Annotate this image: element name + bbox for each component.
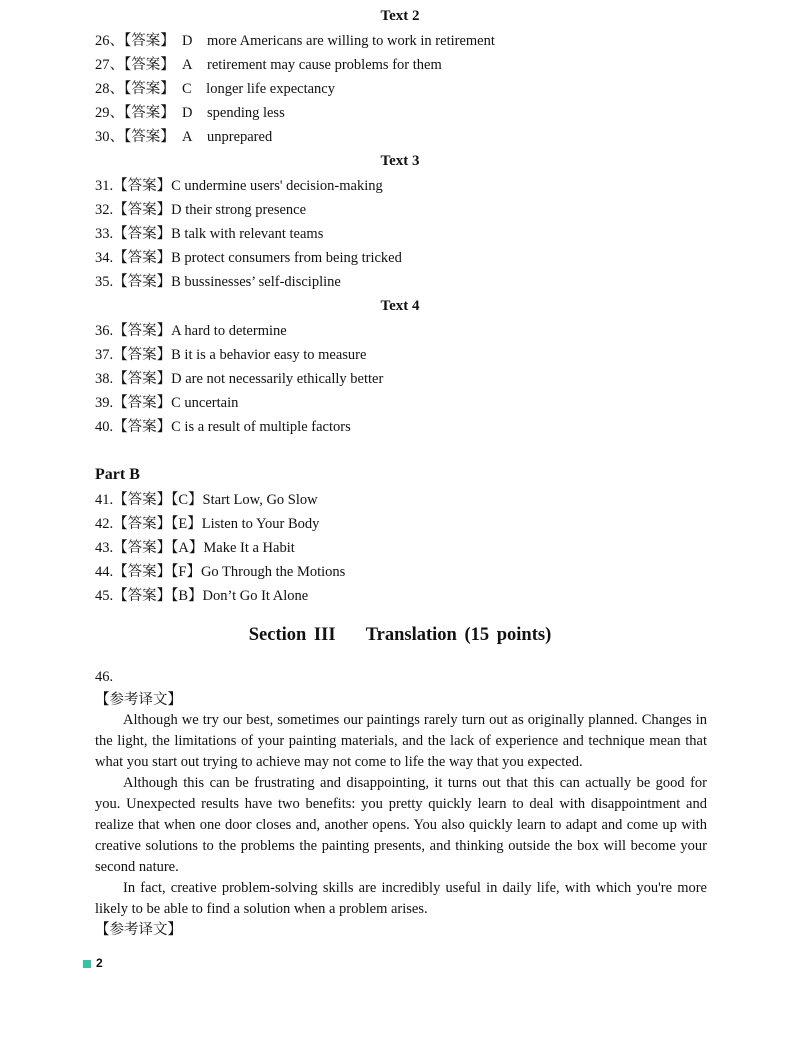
answer-line-36: 36.【答案】A hard to determine bbox=[95, 323, 287, 339]
answer-line-44: 44.【答案】【F】Go Through the Motions bbox=[95, 564, 346, 580]
translation-paragraph-2: Although this can be frustrating and disappointing, it turns out that this can actually be good for you. Unexpected results have two benefits: you pretty quickly learn to deal with disappointment and realize that when one door closes and, another opens. You also quickly learn to adapt and come up with creative solutions to the problems the painting presents, and thinking outside the box will become your second nature. bbox=[95, 775, 707, 875]
translation-body bbox=[95, 710, 707, 920]
reference-translation-label: 【参考译文】 bbox=[95, 692, 182, 708]
answer-line-45: 45.【答案】【B】Don’t Go It Alone bbox=[95, 588, 309, 604]
answer-line-39: 39.【答案】C uncertain bbox=[95, 395, 239, 411]
answer-line-41: 41.【答案】【C】Start Low, Go Slow bbox=[95, 492, 318, 508]
translation-paragraph-1: Although we try our best, sometimes our paintings rarely turn out as originally planned. Changes in the light, the limitations of your painting materials, and the lack of experience and technique mean that what you start out trying to achieve may not come to life the way that you expected. bbox=[95, 712, 707, 770]
answer-line-31: 31.【答案】C undermine users' decision-making bbox=[95, 178, 383, 194]
answer-line-40: 40.【答案】C is a result of multiple factors bbox=[95, 419, 351, 435]
text4-heading: Text 4 bbox=[380, 298, 420, 314]
answer-line-38: 38.【答案】D are not necessarily ethically better bbox=[95, 371, 384, 387]
answer-line-29: 29、【答案】 D spending less bbox=[95, 105, 285, 121]
answer-line-27: 27、【答案】 A retirement may cause problems for them bbox=[95, 57, 442, 73]
answer-line-35: 35.【答案】B bussinesses’ self-discipline bbox=[95, 274, 341, 290]
page-number: 2 bbox=[96, 956, 103, 970]
answer-line-30: 30、【答案】 A unprepared bbox=[95, 129, 273, 145]
section-3-title: Section III Translation (15 points) bbox=[248, 625, 552, 645]
answer-line-28: 28、【答案】 C longer life expectancy bbox=[95, 81, 335, 97]
text3-heading: Text 3 bbox=[380, 153, 420, 169]
answer-line-42: 42.【答案】【E】Listen to Your Body bbox=[95, 516, 320, 532]
answer-line-26: 26、【答案】 D more Americans are willing to work in retirement bbox=[95, 33, 495, 49]
question-46-number: 46. bbox=[95, 669, 114, 685]
text2-heading: Text 2 bbox=[380, 8, 420, 24]
reference-translation-label-2: 【参考译文】 bbox=[95, 922, 182, 938]
translation-paragraph-3: In fact, creative problem-solving skills are incredibly useful in daily life, with which you're more likely to be able to find a solution when a problem arises. bbox=[95, 880, 707, 917]
page-marker-icon bbox=[83, 960, 91, 968]
answer-line-37: 37.【答案】B it is a behavior easy to measure bbox=[95, 347, 367, 363]
answer-line-43: 43.【答案】【A】Make It a Habit bbox=[95, 540, 295, 556]
answer-line-33: 33.【答案】B talk with relevant teams bbox=[95, 226, 324, 242]
answer-line-32: 32.【答案】D their strong presence bbox=[95, 202, 307, 218]
answer-line-34: 34.【答案】B protect consumers from being tricked bbox=[95, 250, 402, 266]
part-b-heading: Part B bbox=[95, 466, 140, 483]
